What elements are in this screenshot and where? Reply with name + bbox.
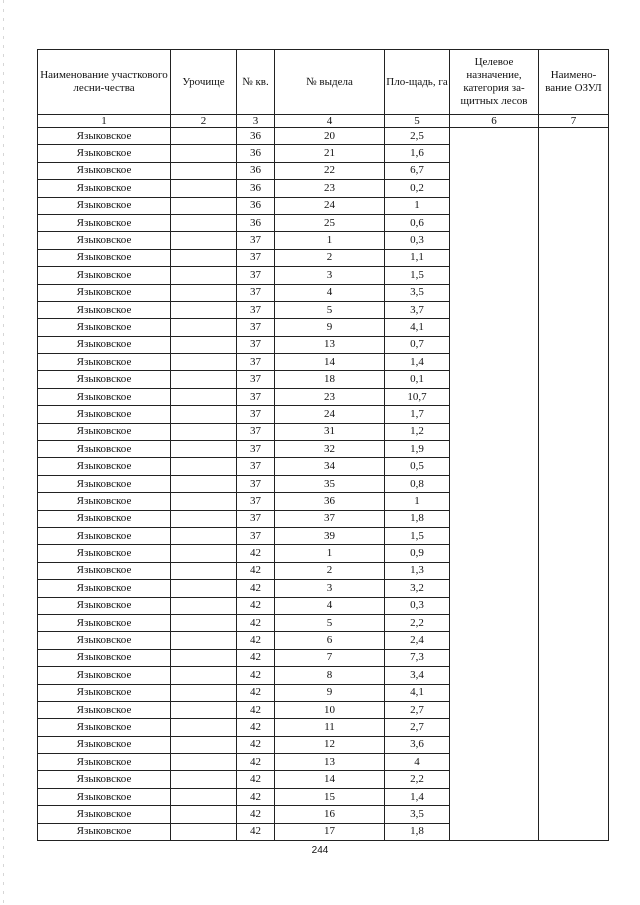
area-cell: 1,5: [385, 267, 450, 284]
plot-cell: 2: [275, 562, 385, 579]
area-cell: 0,2: [385, 180, 450, 197]
quarter-cell: 37: [237, 371, 275, 388]
tract-cell: [171, 545, 237, 562]
forestry-cell: Языковское: [38, 580, 171, 597]
header-ozul: Наимено-вание ОЗУЛ: [539, 50, 609, 115]
area-cell: 1,7: [385, 406, 450, 423]
column-number: 2: [171, 115, 237, 128]
forestry-cell: Языковское: [38, 632, 171, 649]
area-cell: 6,7: [385, 162, 450, 179]
tract-cell: [171, 597, 237, 614]
quarter-cell: 42: [237, 788, 275, 805]
quarter-cell: 42: [237, 684, 275, 701]
plot-cell: 32: [275, 441, 385, 458]
tract-cell: [171, 614, 237, 631]
area-cell: 1,1: [385, 249, 450, 266]
column-number: 3: [237, 115, 275, 128]
tract-cell: [171, 128, 237, 145]
forestry-cell: Языковское: [38, 336, 171, 353]
plot-cell: 5: [275, 301, 385, 318]
area-cell: 0,3: [385, 232, 450, 249]
forestry-cell: Языковское: [38, 684, 171, 701]
forestry-cell: Языковское: [38, 214, 171, 231]
area-cell: 1,5: [385, 527, 450, 544]
quarter-cell: 42: [237, 806, 275, 823]
quarter-cell: 37: [237, 232, 275, 249]
forestry-cell: Языковское: [38, 614, 171, 631]
quarter-cell: 42: [237, 667, 275, 684]
quarter-cell: 37: [237, 301, 275, 318]
area-cell: 0,9: [385, 545, 450, 562]
plot-cell: 22: [275, 162, 385, 179]
forestry-cell: Языковское: [38, 806, 171, 823]
plot-cell: 13: [275, 336, 385, 353]
area-cell: 3,4: [385, 667, 450, 684]
quarter-cell: 37: [237, 354, 275, 371]
tract-cell: [171, 180, 237, 197]
column-number: 7: [539, 115, 609, 128]
quarter-cell: 42: [237, 736, 275, 753]
plot-cell: 35: [275, 475, 385, 492]
plot-cell: 7: [275, 649, 385, 666]
area-cell: 0,5: [385, 458, 450, 475]
forestry-cell: Языковское: [38, 301, 171, 318]
quarter-cell: 42: [237, 597, 275, 614]
column-number: 6: [450, 115, 539, 128]
quarter-cell: 36: [237, 214, 275, 231]
plot-cell: 11: [275, 719, 385, 736]
header-plot: № выдела: [275, 50, 385, 115]
area-cell: 4,1: [385, 684, 450, 701]
tract-cell: [171, 336, 237, 353]
tract-cell: [171, 649, 237, 666]
tract-cell: [171, 441, 237, 458]
header-quarter: № кв.: [237, 50, 275, 115]
tract-cell: [171, 301, 237, 318]
forestry-cell: Языковское: [38, 788, 171, 805]
plot-cell: 9: [275, 684, 385, 701]
tract-cell: [171, 458, 237, 475]
area-cell: 1,3: [385, 562, 450, 579]
quarter-cell: 42: [237, 614, 275, 631]
tract-cell: [171, 214, 237, 231]
column-number: 4: [275, 115, 385, 128]
area-cell: 1: [385, 197, 450, 214]
ozul-cell-empty: [539, 128, 609, 841]
tract-cell: [171, 754, 237, 771]
column-number: 1: [38, 115, 171, 128]
tract-cell: [171, 719, 237, 736]
area-cell: 10,7: [385, 388, 450, 405]
plot-cell: 18: [275, 371, 385, 388]
forestry-cell: Языковское: [38, 527, 171, 544]
tract-cell: [171, 249, 237, 266]
area-cell: 3,2: [385, 580, 450, 597]
purpose-cell-empty: [450, 128, 539, 841]
plot-cell: 4: [275, 284, 385, 301]
forestry-cell: Языковское: [38, 771, 171, 788]
quarter-cell: 37: [237, 249, 275, 266]
area-cell: 0,8: [385, 475, 450, 492]
forestry-cell: Языковское: [38, 232, 171, 249]
tract-cell: [171, 423, 237, 440]
plot-cell: 8: [275, 667, 385, 684]
tract-cell: [171, 510, 237, 527]
plot-cell: 36: [275, 493, 385, 510]
scan-edge-mark: [3, 0, 4, 905]
plot-cell: 13: [275, 754, 385, 771]
quarter-cell: 42: [237, 754, 275, 771]
quarter-cell: 36: [237, 180, 275, 197]
tract-cell: [171, 319, 237, 336]
forestry-cell: Языковское: [38, 406, 171, 423]
tract-cell: [171, 388, 237, 405]
plot-cell: 3: [275, 267, 385, 284]
forestry-cell: Языковское: [38, 249, 171, 266]
header-tract: Урочище: [171, 50, 237, 115]
quarter-cell: 37: [237, 527, 275, 544]
area-cell: 2,4: [385, 632, 450, 649]
plot-cell: 24: [275, 406, 385, 423]
tract-cell: [171, 371, 237, 388]
tract-cell: [171, 145, 237, 162]
plot-cell: 12: [275, 736, 385, 753]
plot-cell: 2: [275, 249, 385, 266]
plot-cell: 3: [275, 580, 385, 597]
quarter-cell: 42: [237, 562, 275, 579]
forestry-cell: Языковское: [38, 267, 171, 284]
forestry-cell: Языковское: [38, 701, 171, 718]
forestry-cell: Языковское: [38, 423, 171, 440]
plot-cell: 25: [275, 214, 385, 231]
forestry-cell: Языковское: [38, 284, 171, 301]
tract-cell: [171, 354, 237, 371]
plot-cell: 31: [275, 423, 385, 440]
quarter-cell: 37: [237, 441, 275, 458]
quarter-cell: 37: [237, 458, 275, 475]
plot-cell: 23: [275, 388, 385, 405]
page-number: 244: [311, 845, 329, 856]
tract-cell: [171, 197, 237, 214]
forestry-cell: Языковское: [38, 458, 171, 475]
quarter-cell: 37: [237, 423, 275, 440]
forestry-cell: Языковское: [38, 823, 171, 840]
tract-cell: [171, 806, 237, 823]
area-cell: 4: [385, 754, 450, 771]
plot-cell: 24: [275, 197, 385, 214]
area-cell: 3,7: [385, 301, 450, 318]
plot-cell: 14: [275, 354, 385, 371]
tract-cell: [171, 684, 237, 701]
tract-cell: [171, 162, 237, 179]
area-cell: 2,2: [385, 771, 450, 788]
forestry-cell: Языковское: [38, 388, 171, 405]
forest-plots-table: [37, 49, 609, 841]
area-cell: 0,1: [385, 371, 450, 388]
forestry-cell: Языковское: [38, 475, 171, 492]
table-row: [38, 128, 609, 145]
plot-cell: 21: [275, 145, 385, 162]
tract-cell: [171, 284, 237, 301]
quarter-cell: 37: [237, 475, 275, 492]
plot-cell: 39: [275, 527, 385, 544]
area-cell: 0,7: [385, 336, 450, 353]
header-forestry: Наименование участкового лесни-чества: [38, 50, 171, 115]
quarter-cell: 37: [237, 267, 275, 284]
plot-cell: 10: [275, 701, 385, 718]
quarter-cell: 37: [237, 406, 275, 423]
forestry-cell: Языковское: [38, 441, 171, 458]
quarter-cell: 42: [237, 580, 275, 597]
area-cell: 7,3: [385, 649, 450, 666]
tract-cell: [171, 493, 237, 510]
plot-cell: 9: [275, 319, 385, 336]
forestry-cell: Языковское: [38, 597, 171, 614]
quarter-cell: 42: [237, 823, 275, 840]
plot-cell: 5: [275, 614, 385, 631]
tract-cell: [171, 771, 237, 788]
tract-cell: [171, 632, 237, 649]
plot-cell: 17: [275, 823, 385, 840]
forestry-cell: Языковское: [38, 371, 171, 388]
area-cell: 0,6: [385, 214, 450, 231]
quarter-cell: 37: [237, 319, 275, 336]
header-area: Пло-щадь, га: [385, 50, 450, 115]
tract-cell: [171, 580, 237, 597]
tract-cell: [171, 232, 237, 249]
forestry-cell: Языковское: [38, 667, 171, 684]
forestry-cell: Языковское: [38, 197, 171, 214]
plot-cell: 15: [275, 788, 385, 805]
area-cell: 3,5: [385, 284, 450, 301]
area-cell: 0,3: [385, 597, 450, 614]
quarter-cell: 42: [237, 545, 275, 562]
plot-cell: 37: [275, 510, 385, 527]
tract-cell: [171, 788, 237, 805]
column-number: 5: [385, 115, 450, 128]
forestry-cell: Языковское: [38, 162, 171, 179]
quarter-cell: 42: [237, 632, 275, 649]
plot-cell: 4: [275, 597, 385, 614]
tract-cell: [171, 406, 237, 423]
forestry-cell: Языковское: [38, 736, 171, 753]
quarter-cell: 42: [237, 771, 275, 788]
quarter-cell: 37: [237, 388, 275, 405]
quarter-cell: 36: [237, 162, 275, 179]
quarter-cell: 37: [237, 493, 275, 510]
forestry-cell: Языковское: [38, 754, 171, 771]
tract-cell: [171, 667, 237, 684]
forestry-cell: Языковское: [38, 493, 171, 510]
forestry-cell: Языковское: [38, 128, 171, 145]
area-cell: 1,2: [385, 423, 450, 440]
quarter-cell: 42: [237, 719, 275, 736]
quarter-cell: 36: [237, 128, 275, 145]
area-cell: 2,7: [385, 701, 450, 718]
forestry-cell: Языковское: [38, 562, 171, 579]
tract-cell: [171, 267, 237, 284]
area-cell: 1,4: [385, 788, 450, 805]
plot-cell: 1: [275, 545, 385, 562]
forestry-cell: Языковское: [38, 145, 171, 162]
area-cell: 1,9: [385, 441, 450, 458]
area-cell: 1,6: [385, 145, 450, 162]
forestry-cell: Языковское: [38, 649, 171, 666]
area-cell: 1,8: [385, 823, 450, 840]
quarter-cell: 36: [237, 197, 275, 214]
area-cell: 1,8: [385, 510, 450, 527]
plot-cell: 34: [275, 458, 385, 475]
quarter-cell: 37: [237, 336, 275, 353]
quarter-cell: 37: [237, 284, 275, 301]
tract-cell: [171, 701, 237, 718]
area-cell: 3,6: [385, 736, 450, 753]
tract-cell: [171, 475, 237, 492]
header-purpose: Целевое назначение, категория за-щитных лесов: [450, 50, 539, 115]
area-cell: 3,5: [385, 806, 450, 823]
column-number-row: [38, 115, 609, 128]
plot-cell: 1: [275, 232, 385, 249]
plot-cell: 6: [275, 632, 385, 649]
forestry-cell: Языковское: [38, 354, 171, 371]
area-cell: 2,5: [385, 128, 450, 145]
tract-cell: [171, 736, 237, 753]
area-cell: 2,2: [385, 614, 450, 631]
plot-cell: 14: [275, 771, 385, 788]
tract-cell: [171, 823, 237, 840]
quarter-cell: 42: [237, 649, 275, 666]
area-cell: 1,4: [385, 354, 450, 371]
forestry-cell: Языковское: [38, 319, 171, 336]
area-cell: 1: [385, 493, 450, 510]
header-row: [38, 50, 609, 115]
forestry-cell: Языковское: [38, 510, 171, 527]
forestry-cell: Языковское: [38, 545, 171, 562]
area-cell: 2,7: [385, 719, 450, 736]
forestry-cell: Языковское: [38, 180, 171, 197]
plot-cell: 16: [275, 806, 385, 823]
area-cell: 4,1: [385, 319, 450, 336]
tract-cell: [171, 527, 237, 544]
forestry-cell: Языковское: [38, 719, 171, 736]
plot-cell: 23: [275, 180, 385, 197]
tract-cell: [171, 562, 237, 579]
quarter-cell: 42: [237, 701, 275, 718]
quarter-cell: 37: [237, 510, 275, 527]
quarter-cell: 36: [237, 145, 275, 162]
plot-cell: 20: [275, 128, 385, 145]
